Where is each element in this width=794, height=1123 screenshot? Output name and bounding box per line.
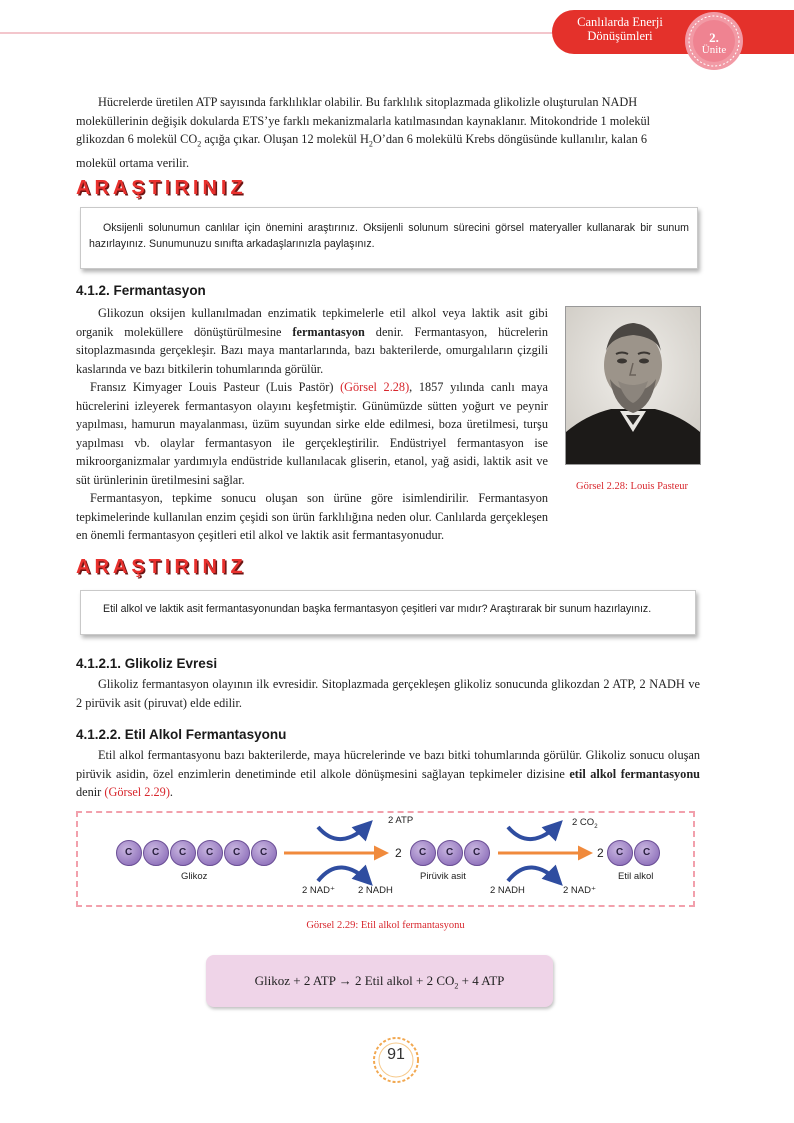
intro-line1: Hücrelerde üretilen ATP sayısında farklılıklar olabilir. Bu farklılık sitoplazmada glikolizle oluşturulan NADH xyxy=(98,95,638,109)
figure-ref-2-28[interactable]: (Görsel 2.28) xyxy=(340,380,410,394)
heading-fermentation: 4.1.2. Fermantasyon xyxy=(76,283,206,298)
carbon-label: C xyxy=(179,847,187,858)
carbon-label: C xyxy=(643,847,651,858)
fermentation-p2: Fransız Kimyager Louis Pasteur (Luis Pastör) (Görsel 2.28), 1857 yılında canlı maya hücrelerini izleyerek fermantasyon olayını keşfetmiştir. Günümüzde sütten yoğurt ve peynir yapılması, hamurun mayalanması, üzüm suyundan sirke elde edilmesi, boza üretilmesi, turşu yapılması vb. olaylar fermantasyon ile gerçekleştirilir. Endüstriyel fermantasyon ise mikroorganizmalar yardımıyla endüstride kullanılacak gliserin, etanol, yağ asidi, laktik asit ve süt ürünlerinin üretilmesini sağlar. xyxy=(76,380,548,487)
chapter-title-line1: Canlılarda Enerji xyxy=(577,15,663,29)
carbon-label: C xyxy=(206,847,214,858)
research-title-2: ARAŞTIRINIZ xyxy=(76,556,247,578)
intro-paragraph xyxy=(76,93,700,172)
louis-pasteur-photo xyxy=(565,306,701,465)
ethanol-text: Etil alkol fermantasyonu bazı bakterilerde, maya hücrelerinde ve bazı bitki tohumlarında görülür. Glikoliz sonucu oluşan pirüvik asidin, özel enzimlerin denetiminde etil alkole dönüşmesini sağlayan tepkimeler dizisine etil alkol fermantasyonu denir (Görsel 2.29). xyxy=(76,748,700,799)
research-title-1: ARAŞTIRINIZ xyxy=(76,177,247,199)
nadh-label-1: 2 NADH xyxy=(358,885,393,896)
fermentation-p3: Fermantasyon, tepkime sonucu oluşan son ürüne göre isimlendirilir. Fermantasyon tepkimelerinde kullanılan enzim çeşidi son ürün farklılığına neden olur. Canlılarda gerçekleşen en önemli fermantasyon çeşitleri etil alkol ve laktik asit fermantasyonudur. xyxy=(76,491,548,542)
research-text-2: Etil alkol ve laktik asit fermantasyonundan başka fermantasyon çeşitleri var mıdır? Araştırarak bir sunum hazırlayınız. xyxy=(103,603,652,615)
intro-line3: glikozdan 6 molekül $CO_2$ açığa çıkar. Oluşan 12 molekül $H_2O’dan$ 6 molekülü Krebs döngüsünde kullanılır, kalan 6 xyxy=(76,132,648,149)
portrait-image xyxy=(566,307,700,464)
intro-line2: moleküllerinin değişik dokularda ETS’ye farklı mekanizmalarla katılmasından kaynaklanır. Mitokondride 1 molekül xyxy=(76,113,651,128)
carbon-label: C xyxy=(473,847,481,858)
pyruvate-coefficient: 2 xyxy=(395,846,402,860)
figure-ref-2-29[interactable]: (Görsel 2.29) xyxy=(104,785,170,799)
unit-number: 2. xyxy=(709,30,719,45)
chapter-title xyxy=(565,15,675,43)
nad-label-1: 2 NAD⁺ xyxy=(302,885,335,896)
research-box-1 xyxy=(80,207,698,269)
unit-label: Ünite xyxy=(701,44,727,56)
atp-label: 2 ATP xyxy=(388,815,414,826)
ethanol-label: Etil alkol xyxy=(618,871,654,882)
carbon-label: C xyxy=(260,847,268,858)
ethanol-coefficient: 2 xyxy=(597,846,604,860)
carbon-label: C xyxy=(419,847,427,858)
diagram-caption: Görsel 2.29: Etil alkol fermantasyonu xyxy=(306,920,465,931)
carbon-label: C xyxy=(446,847,454,858)
pyruvate-label: Pirüvik asit xyxy=(420,871,466,882)
photo-caption: Görsel 2.28: Louis Pasteur xyxy=(576,481,688,492)
nadh-label-2: 2 NADH xyxy=(490,885,525,896)
co2-label: 2 $CO_2$ xyxy=(572,817,598,830)
fermentation-text xyxy=(76,304,548,545)
heading-ethanol-fermentation: 4.1.2.2. Etil Alkol Fermantasyonu xyxy=(76,727,287,742)
diagram-labels xyxy=(78,813,693,905)
research-box-2 xyxy=(80,590,696,635)
glycolysis-text: Glikoliz fermantasyon olayının ilk evresidir. Sitoplazmada gerçekleşen glikoliz sonucunda glikozdan 2 ATP, 2 NADH ve 2 pirüvik asit (piruvat) elde edilir. xyxy=(76,677,700,710)
ethanol-fermentation-diagram xyxy=(76,811,695,907)
fermentation-p1: Glikozun oksijen kullanılmadan enzimatik tepkimelerle etil alkol veya laktik asit gibi organik moleküllere dönüştürülmesine fermantasyon denir. Fermantasyon, hücrelerin sitoplazmasında gerçekleşir. Bazı maya mantarlarında, bazı bakterilerde, omurgalıların çizgili kaslarında ve bazı bitkilerin tohumlarında görülür. xyxy=(76,306,548,376)
summary-equation-box xyxy=(206,955,553,1007)
carbon-label: C xyxy=(152,847,160,858)
heading-glycolysis: 4.1.2.1. Glikoliz Evresi xyxy=(76,656,218,671)
intro-line4: molekül ortama verilir. xyxy=(76,155,190,170)
glucose-label: Glikoz xyxy=(181,871,208,882)
research-text-1: Oksijenli solunumun canlılar için önemini araştırınız. Oksijenli solunum sürecini görsel materyaller kullanarak bir sunum hazırlayınız. Sunumunuzu sınıfta arkadaşlarınızla paylaşınız. xyxy=(89,222,689,250)
header-rule xyxy=(0,32,570,34)
carbon-label: C xyxy=(125,847,133,858)
carbon-label: C xyxy=(233,847,241,858)
summary-equation: Glikoz + 2 ATP → 2 Etil alkol + 2 $CO_2 + 4$ ATP xyxy=(254,973,505,991)
page-number: 91 xyxy=(387,1046,405,1063)
carbon-label: C xyxy=(616,847,624,858)
nad-label-2: 2 NAD⁺ xyxy=(563,885,596,896)
chapter-title-line2: Dönüşümleri xyxy=(587,29,653,43)
